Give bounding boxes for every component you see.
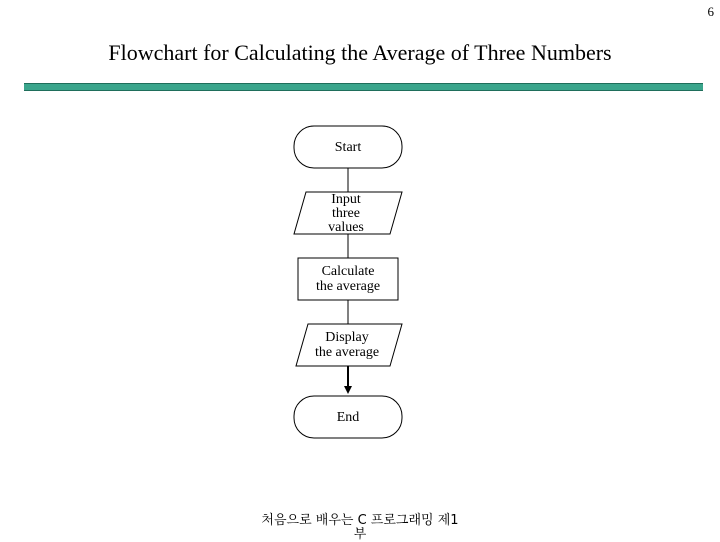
input-label-line1: Input: [331, 192, 361, 207]
page-number: 6: [707, 4, 714, 19]
footer-line2: 부: [353, 527, 367, 542]
input-label-line2: three: [332, 206, 360, 221]
output-label-line2: the average: [314, 345, 380, 360]
slide-title: Flowchart for Calculating the Average of Three Numbers: [108, 40, 612, 65]
output-label-line1: Display: [325, 330, 369, 345]
start-label: Start: [334, 140, 362, 155]
end-label: End: [336, 410, 360, 425]
footer-line1: 처음으로 배우는 C 프로그래밍 제1: [261, 513, 459, 528]
process-label-line2: the average: [315, 279, 381, 294]
input-label-line3: values: [328, 220, 364, 235]
footer: [0, 514, 720, 542]
process-label-line1: Calculate: [321, 264, 375, 279]
